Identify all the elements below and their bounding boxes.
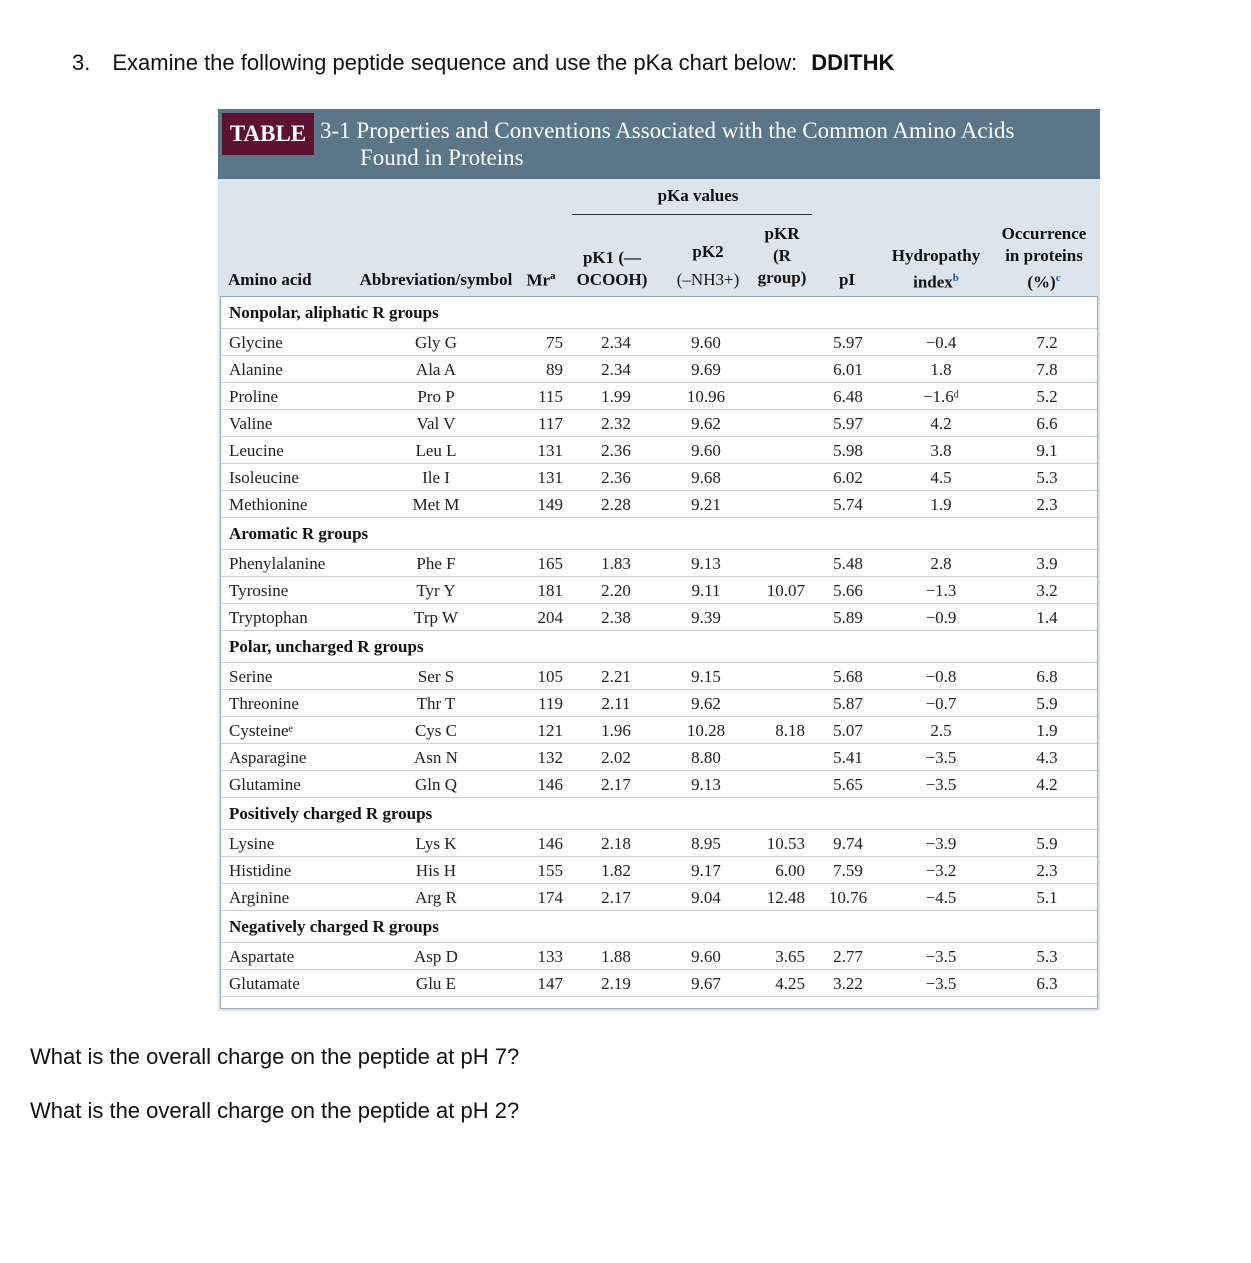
cell-pi: 5.87 xyxy=(833,694,863,713)
table-row xyxy=(221,663,1097,690)
cell-occ: 4.3 xyxy=(1036,748,1058,767)
cell-pk2: 9.67 xyxy=(691,974,721,993)
cell-name: Glutamine xyxy=(229,775,301,794)
mr-footnote-mark: a xyxy=(550,270,556,282)
table-label: TABLE xyxy=(222,113,314,155)
cell-name: Glycine xyxy=(229,333,283,352)
cell-pk2: 9.11 xyxy=(691,581,721,600)
mr-header-text: Mr xyxy=(526,270,551,290)
cell-name: Histidine xyxy=(229,861,292,880)
cell-abbr: Gly G xyxy=(414,333,458,352)
cell-hyd: −0.7 xyxy=(925,694,957,713)
cell-pi: 5.98 xyxy=(833,441,863,460)
cell-mr: 174 xyxy=(537,888,563,907)
cell-abbr: Thr T xyxy=(416,694,456,713)
table-body xyxy=(220,296,1098,1009)
cell-occ: 5.3 xyxy=(1036,947,1058,966)
cell-pk1: 2.19 xyxy=(601,974,631,993)
cell-pi: 6.01 xyxy=(833,360,863,379)
question-prompt xyxy=(72,50,894,76)
table-row xyxy=(221,771,1097,798)
amino-acid-table xyxy=(218,109,1100,1011)
cell-pkr: 10.53 xyxy=(766,834,805,853)
cell-name: Serine xyxy=(229,667,273,686)
cell-pk2: 9.15 xyxy=(691,667,721,686)
cell-occ: 7.8 xyxy=(1036,360,1058,379)
cell-pk2: 9.04 xyxy=(691,888,721,907)
cell-hyd: −1.3 xyxy=(925,581,957,600)
question-text: Examine the following peptide sequence and use the pKa chart below: xyxy=(112,50,798,75)
cell-mr: 89 xyxy=(546,360,563,379)
cell-occ: 5.2 xyxy=(1036,387,1058,406)
cell-abbr: Ser S xyxy=(417,667,455,686)
cell-pk1: 1.96 xyxy=(601,721,631,740)
cell-abbr: Pro P xyxy=(417,387,455,406)
hydropathy-header-line2 xyxy=(882,267,990,294)
cell-hyd: 2.5 xyxy=(930,721,952,740)
cell-pk2: 9.17 xyxy=(691,861,721,880)
pi-header: pI xyxy=(838,270,856,289)
cell-pk2: 10.96 xyxy=(686,387,726,406)
cell-pk2: 9.60 xyxy=(691,947,721,966)
cell-name: Glutamate xyxy=(229,974,300,993)
peptide-sequence: DDITHK xyxy=(811,50,895,75)
cell-hyd: −3.5 xyxy=(925,775,957,794)
cell-pkr: 12.48 xyxy=(766,888,805,907)
cell-abbr: Lys K xyxy=(415,834,457,853)
cell-name: Methionine xyxy=(229,495,308,514)
cell-name: Phenylalanine xyxy=(229,554,326,573)
table-row xyxy=(221,690,1097,717)
table-title-line2: Found in Proteins xyxy=(360,145,524,170)
pk2-header-line1: pK2 xyxy=(692,242,724,261)
cell-pk1: 2.17 xyxy=(601,888,631,907)
table-row xyxy=(221,604,1097,631)
cell-pi: 5.68 xyxy=(833,667,863,686)
cell-name: Lysine xyxy=(229,834,275,853)
pk1-header-line2: OCOOH) xyxy=(576,270,648,289)
cell-pk1: 1.88 xyxy=(601,947,631,966)
occurrence-header-line3 xyxy=(994,267,1094,294)
table-title-line1: 3-1 Properties and Conventions Associated with the Common Amino Acids xyxy=(320,118,1015,143)
cell-pk2: 8.80 xyxy=(691,748,721,767)
occurrence-footnote-mark: c xyxy=(1055,272,1061,284)
cell-pi: 5.89 xyxy=(833,608,863,627)
cell-mr: 115 xyxy=(538,387,563,406)
cell-occ: 9.1 xyxy=(1036,441,1058,460)
table-title-bar xyxy=(218,109,1100,179)
cell-hyd: −0.8 xyxy=(925,667,957,686)
cell-pk2: 9.13 xyxy=(691,554,721,573)
cell-hyd: −3.9 xyxy=(925,834,957,853)
cell-abbr: His H xyxy=(415,861,457,880)
cell-abbr: Leu L xyxy=(415,441,457,460)
cell-pk2: 9.62 xyxy=(691,694,721,713)
occurrence-header-text: (%) xyxy=(1027,272,1056,292)
cell-pk1: 2.36 xyxy=(601,441,631,460)
group-heading-text: Nonpolar, aliphatic R groups xyxy=(229,303,439,322)
cell-hyd: 2.8 xyxy=(930,554,952,573)
table-row xyxy=(221,437,1097,464)
cell-pk2: 8.95 xyxy=(691,834,721,853)
cell-pk1: 1.83 xyxy=(601,554,631,573)
cell-hyd: 4.2 xyxy=(930,414,952,433)
cell-pkr: 3.65 xyxy=(775,947,805,966)
cell-mr: 155 xyxy=(537,861,563,880)
cell-pi: 6.02 xyxy=(833,468,863,487)
question-ph7: What is the overall charge on the peptide at pH 7? xyxy=(30,1044,520,1069)
cell-occ: 1.9 xyxy=(1036,721,1058,740)
table-row xyxy=(221,464,1097,491)
cell-abbr: Ile I xyxy=(422,468,450,487)
cell-mr: 117 xyxy=(538,414,563,433)
cell-hyd: −3.5 xyxy=(925,748,957,767)
cell-mr: 132 xyxy=(537,748,563,767)
cell-pi: 5.41 xyxy=(833,748,863,767)
table-row xyxy=(221,884,1097,911)
cell-hyd: −3.5 xyxy=(925,974,957,993)
cell-occ: 5.9 xyxy=(1036,834,1058,853)
pk2-header xyxy=(662,241,754,291)
cell-abbr: Glu E xyxy=(415,974,457,993)
cell-pi: 6.48 xyxy=(833,387,863,406)
cell-mr: 165 xyxy=(537,554,563,573)
cell-occ: 5.9 xyxy=(1036,694,1058,713)
group-heading xyxy=(221,631,1097,663)
table-row xyxy=(221,717,1097,744)
hydropathy-header-text: index xyxy=(913,272,953,292)
question-ph2: What is the overall charge on the peptide at pH 2? xyxy=(30,1098,520,1123)
hydropathy-footnote-mark: b xyxy=(952,272,959,284)
cell-pkr: 10.07 xyxy=(766,581,805,600)
cell-hyd: −1.6ᵈ xyxy=(922,387,960,406)
cell-occ: 2.3 xyxy=(1036,861,1058,880)
cell-pi: 5.97 xyxy=(833,333,863,352)
mr-header xyxy=(520,265,562,292)
cell-pk1: 1.82 xyxy=(601,861,631,880)
cell-hyd: −0.4 xyxy=(925,333,957,352)
table-row xyxy=(221,410,1097,437)
cell-pk1: 2.38 xyxy=(601,608,631,627)
table-row xyxy=(221,970,1097,997)
cell-mr: 119 xyxy=(538,694,563,713)
cell-hyd: −3.2 xyxy=(925,861,957,880)
cell-mr: 146 xyxy=(537,775,563,794)
cell-name: Proline xyxy=(229,387,279,406)
occurrence-header xyxy=(994,223,1094,294)
cell-pi: 7.59 xyxy=(833,861,863,880)
cell-pk2: 9.60 xyxy=(691,441,721,460)
cell-abbr: Trp W xyxy=(414,608,458,627)
cell-hyd: −0.9 xyxy=(925,608,957,627)
cell-pk2: 9.13 xyxy=(691,775,721,794)
cell-pk2: 10.28 xyxy=(686,721,726,740)
cell-abbr: Asp D xyxy=(414,947,458,966)
cell-pk1: 2.34 xyxy=(601,333,631,352)
cell-pi: 5.97 xyxy=(833,414,863,433)
pka-header-rule xyxy=(572,214,812,215)
group-heading xyxy=(221,911,1097,943)
cell-occ: 2.3 xyxy=(1036,495,1058,514)
cell-hyd: 3.8 xyxy=(930,441,952,460)
cell-pk1: 2.20 xyxy=(601,581,631,600)
question-number: 3. xyxy=(72,50,91,75)
cell-occ: 6.8 xyxy=(1036,667,1058,686)
cell-pk1: 2.36 xyxy=(601,468,631,487)
cell-pk1: 1.99 xyxy=(601,387,631,406)
cell-abbr: Arg R xyxy=(415,888,457,907)
group-heading-text: Polar, uncharged R groups xyxy=(229,637,424,656)
cell-occ: 6.6 xyxy=(1036,414,1058,433)
cell-pi: 5.66 xyxy=(833,581,863,600)
cell-mr: 204 xyxy=(537,608,563,627)
table-title xyxy=(320,117,1090,171)
cell-pi: 5.07 xyxy=(833,721,863,740)
cell-abbr: Met M xyxy=(412,495,460,514)
cell-pk2: 9.60 xyxy=(691,333,721,352)
cell-hyd: −4.5 xyxy=(925,888,957,907)
cell-hyd: −3.5 xyxy=(925,947,957,966)
pk1-header-line1: pK1 (— xyxy=(582,248,642,267)
group-heading xyxy=(221,798,1097,830)
cell-hyd: 4.5 xyxy=(930,468,952,487)
pkr-header-line2: (R xyxy=(773,246,791,265)
cell-pk1: 2.28 xyxy=(601,495,631,514)
cell-pkr: 6.00 xyxy=(775,861,805,880)
amino-acid-header: Amino acid xyxy=(228,270,312,289)
cell-occ: 4.2 xyxy=(1036,775,1058,794)
group-heading-text: Aromatic R groups xyxy=(229,524,369,543)
hydropathy-header-line1: Hydropathy xyxy=(891,246,981,265)
group-heading-text: Negatively charged R groups xyxy=(229,917,439,936)
occurrence-header-line2: in proteins xyxy=(1005,246,1083,265)
table-row xyxy=(221,550,1097,577)
cell-abbr: Tyr Y xyxy=(416,581,456,600)
abbreviation-header: Abbreviation/symbol xyxy=(359,270,513,289)
group-heading-text: Positively charged R groups xyxy=(229,804,433,823)
pk1-header xyxy=(568,247,656,291)
cell-mr: 131 xyxy=(537,468,563,487)
cell-name: Isoleucine xyxy=(229,468,299,487)
table-row xyxy=(221,943,1097,970)
pkr-header xyxy=(748,223,816,289)
cell-pk2: 9.62 xyxy=(691,414,721,433)
cell-name: Tyrosine xyxy=(229,581,289,600)
cell-mr: 133 xyxy=(537,947,563,966)
occurrence-header-line1: Occurrence xyxy=(1001,224,1087,243)
cell-pi: 2.77 xyxy=(833,947,863,966)
cell-occ: 1.4 xyxy=(1036,608,1058,627)
table-row xyxy=(221,857,1097,884)
cell-name: Threonine xyxy=(229,694,299,713)
table-row xyxy=(221,383,1097,410)
cell-pk1: 2.32 xyxy=(601,414,631,433)
cell-abbr: Ala A xyxy=(415,360,457,379)
group-heading xyxy=(221,297,1097,329)
cell-pk2: 9.21 xyxy=(691,495,721,514)
cell-occ: 3.9 xyxy=(1036,554,1058,573)
cell-abbr: Phe F xyxy=(416,554,456,573)
cell-abbr: Gln Q xyxy=(414,775,458,794)
cell-mr: 75 xyxy=(546,333,563,352)
cell-pi: 5.48 xyxy=(833,554,863,573)
cell-name: Leucine xyxy=(229,441,284,460)
cell-pk1: 2.34 xyxy=(601,360,631,379)
cell-pi: 3.22 xyxy=(833,974,863,993)
cell-pkr: 8.18 xyxy=(775,721,805,740)
cell-pi: 9.74 xyxy=(833,834,863,853)
cell-abbr: Asn N xyxy=(414,748,458,767)
cell-pk1: 2.21 xyxy=(601,667,631,686)
cell-mr: 146 xyxy=(537,834,563,853)
cell-mr: 149 xyxy=(537,495,563,514)
cell-name: Alanine xyxy=(229,360,283,379)
table-row xyxy=(221,491,1097,518)
cell-pk2: 9.39 xyxy=(691,608,721,627)
group-heading xyxy=(221,518,1097,550)
cell-name: Arginine xyxy=(229,888,290,907)
cell-mr: 105 xyxy=(537,667,563,686)
cell-occ: 5.1 xyxy=(1036,888,1058,907)
pkr-header-line3: group) xyxy=(757,268,807,287)
cell-abbr: Val V xyxy=(416,414,456,433)
hydropathy-header xyxy=(882,245,990,294)
cell-hyd: 1.8 xyxy=(930,360,952,379)
pka-values-header: pKa values xyxy=(657,186,739,205)
cell-pi: 5.65 xyxy=(833,775,863,794)
table-row xyxy=(221,744,1097,771)
cell-pk1: 2.02 xyxy=(601,748,631,767)
cell-pkr: 4.25 xyxy=(775,974,805,993)
pkr-header-line1: pKR xyxy=(764,224,800,243)
cell-name: Tryptophan xyxy=(229,608,308,627)
cell-abbr: Cys C xyxy=(414,721,458,740)
cell-pk2: 9.69 xyxy=(691,360,721,379)
table-row xyxy=(221,329,1097,356)
cell-occ: 5.3 xyxy=(1036,468,1058,487)
cell-pk1: 2.11 xyxy=(601,694,631,713)
cell-mr: 181 xyxy=(537,581,563,600)
cell-occ: 7.2 xyxy=(1036,333,1058,352)
table-row xyxy=(221,356,1097,383)
cell-pi: 10.76 xyxy=(828,888,868,907)
cell-name: Cysteineᵉ xyxy=(229,721,293,740)
cell-name: Aspartate xyxy=(229,947,295,966)
cell-mr: 121 xyxy=(537,721,563,740)
cell-pk2: 9.68 xyxy=(691,468,721,487)
cell-mr: 147 xyxy=(537,974,563,993)
pk2-header-line2: (–NH3+) xyxy=(676,270,740,289)
cell-pi: 5.74 xyxy=(833,495,863,514)
cell-mr: 131 xyxy=(537,441,563,460)
table-row xyxy=(221,830,1097,857)
table-row xyxy=(221,577,1097,604)
cell-occ: 3.2 xyxy=(1036,581,1058,600)
cell-name: Asparagine xyxy=(229,748,307,767)
cell-pk1: 2.17 xyxy=(601,775,631,794)
cell-hyd: 1.9 xyxy=(930,495,952,514)
cell-name: Valine xyxy=(229,414,273,433)
cell-pk1: 2.18 xyxy=(601,834,631,853)
cell-occ: 6.3 xyxy=(1036,974,1058,993)
